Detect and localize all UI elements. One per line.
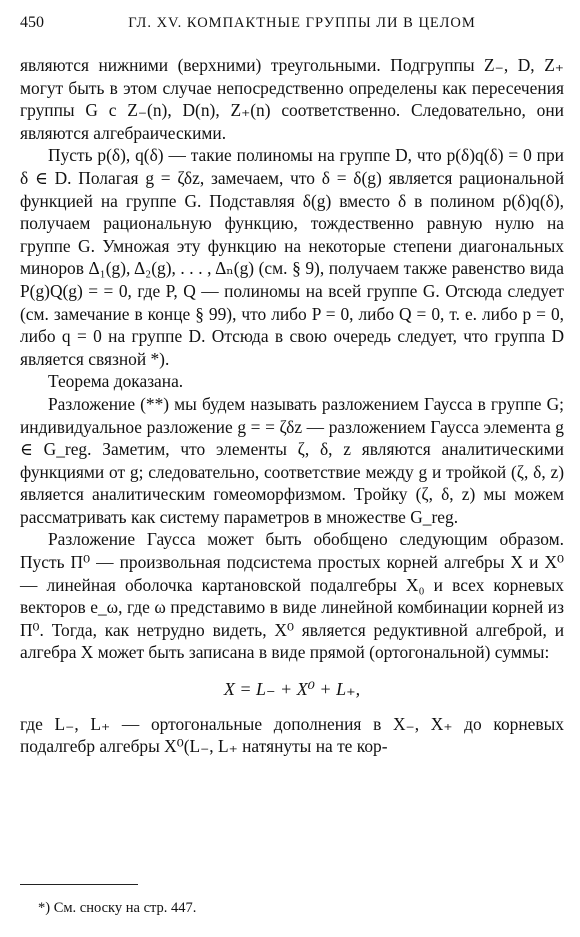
paragraph: Теорема доказана. — [48, 371, 184, 392]
footnote: *) См. сноску на стр. 447. — [38, 900, 197, 916]
paragraph: являются нижними (верхними) треугольными. Подгруппы Z₋, D, Z₊ могут быть в этом случае непосредственно определены как пересечения группы G с Z₋(n), D(n), Z₊(n) соответственно. Следовательно, они являются алгебраическими. — [20, 55, 564, 143]
paragraph: Пусть p(δ), q(δ) — такие полиномы на группе D, что p(δ)q(δ) = 0 при δ ∈ D. Полагая g = ζδz, замечаем, что δ = δ(g) является рациональной функцией на группе G. Подставляя δ(g) вместо δ в полином p(δ)q(δ), получаем рациональную функцию, тождественно равную нулю на группе G. Умножая эту функцию на некоторые степени диагональных миноров Δ₁(g), Δ₂(g), . . . , Δₙ(g) (см. § 9), получаем также равенство вида P(g)Q(g) = = 0, где P, Q — полиномы на всей группе G. Отсюда следует (см. замечание в конце § 99), что либо P = 0, либо Q = 0, т. е. либо p = 0, либо q = 0 на группе D. Отсюда в свою очередь следует, что группа D является связной *). — [20, 145, 564, 369]
display-formula: X = L₋ + X⁰ + L₊, — [223, 679, 361, 700]
running-head: ГЛ. XV. КОМПАКТНЫЕ ГРУППЫ ЛИ В ЦЕЛОМ — [128, 15, 476, 31]
footnote-divider — [20, 884, 138, 885]
paragraph: где L₋, L₊ — ортогональные дополнения в X₋, X₊ до корневых подалгебр алгебры X⁰(L₋, L₊ натянуты на те кор- — [20, 713, 564, 757]
paragraph: Разложение Гаусса может быть обобщено следующим образом. Пусть Π⁰ — произвольная подсистема простых корней алгебры X и X⁰ — линейная оболочка картановской подалгебры X₀ и всех корневых векторов e_ω, где ω представимо в виде линейной комбинации корней из Π⁰. Тогда, как нетрудно видеть, X⁰ является редуктивной алгеброй, и алгебра X может быть записана в виде прямой (ортогональной) суммы: — [20, 529, 564, 663]
page-number: 450 — [20, 14, 44, 31]
page-header — [20, 14, 560, 32]
paragraph: Разложение (**) мы будем называть разложением Гаусса в группе G; индивидуальное разложение g = = ζδz — разложением Гаусса элемента g ∈ G_reg. Заметим, что элементы ζ, δ, z являются аналитическими функциями от g; следовательно, соответствие между g и тройкой (ζ, δ, z) является аналитическим гомеоморфизмом. Тройку (ζ, δ, z) мы можем рассматривать как систему параметров в множестве G_reg. — [20, 393, 564, 527]
body-text — [20, 54, 564, 758]
